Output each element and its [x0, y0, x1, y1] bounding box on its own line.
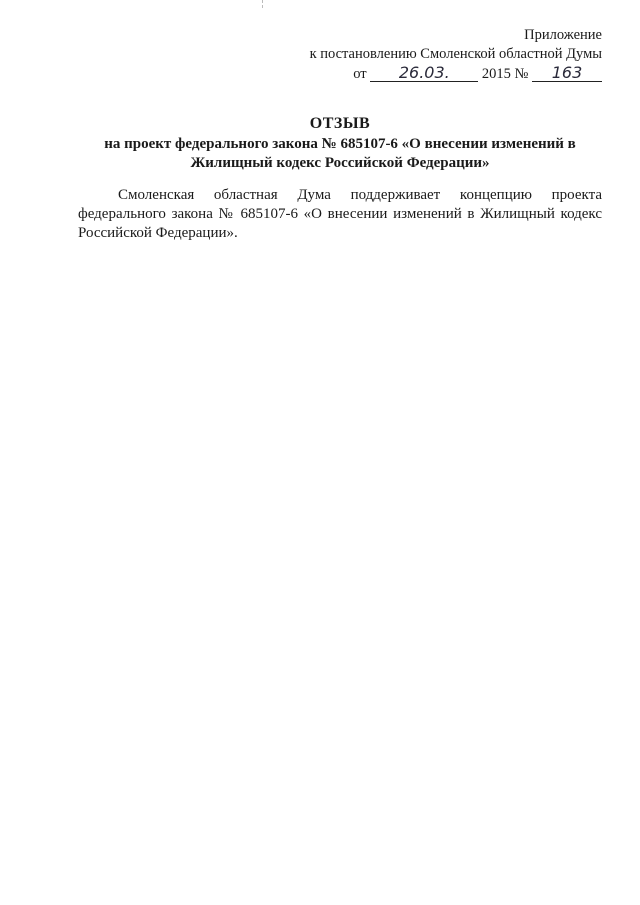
- handwritten-date: 26.03.: [370, 65, 478, 82]
- document-title: ОТЗЫВ: [309, 115, 371, 132]
- year-label: 2015 №: [481, 66, 529, 82]
- from-label: от: [353, 66, 367, 82]
- appendix-date-line: [272, 65, 602, 84]
- document-subtitle: на проект федерального закона № 685107-6 «О внесении изменений в Жилищный кодекс Российской Федерации»: [104, 136, 576, 171]
- document-heading: [90, 114, 590, 173]
- appendix-title: Приложение: [524, 27, 602, 43]
- appendix-header: [272, 26, 602, 84]
- document-body: Смоленская областная Дума поддерживает концепцию проекта федерального закона № 685107-6 «О внесении изменений в Жилищный кодекс Российской Федерации».: [78, 187, 602, 241]
- scan-mark: [262, 0, 263, 8]
- handwritten-number: 163: [532, 65, 602, 82]
- appendix-resolution: к постановлению Смоленской областной Думы: [309, 46, 602, 62]
